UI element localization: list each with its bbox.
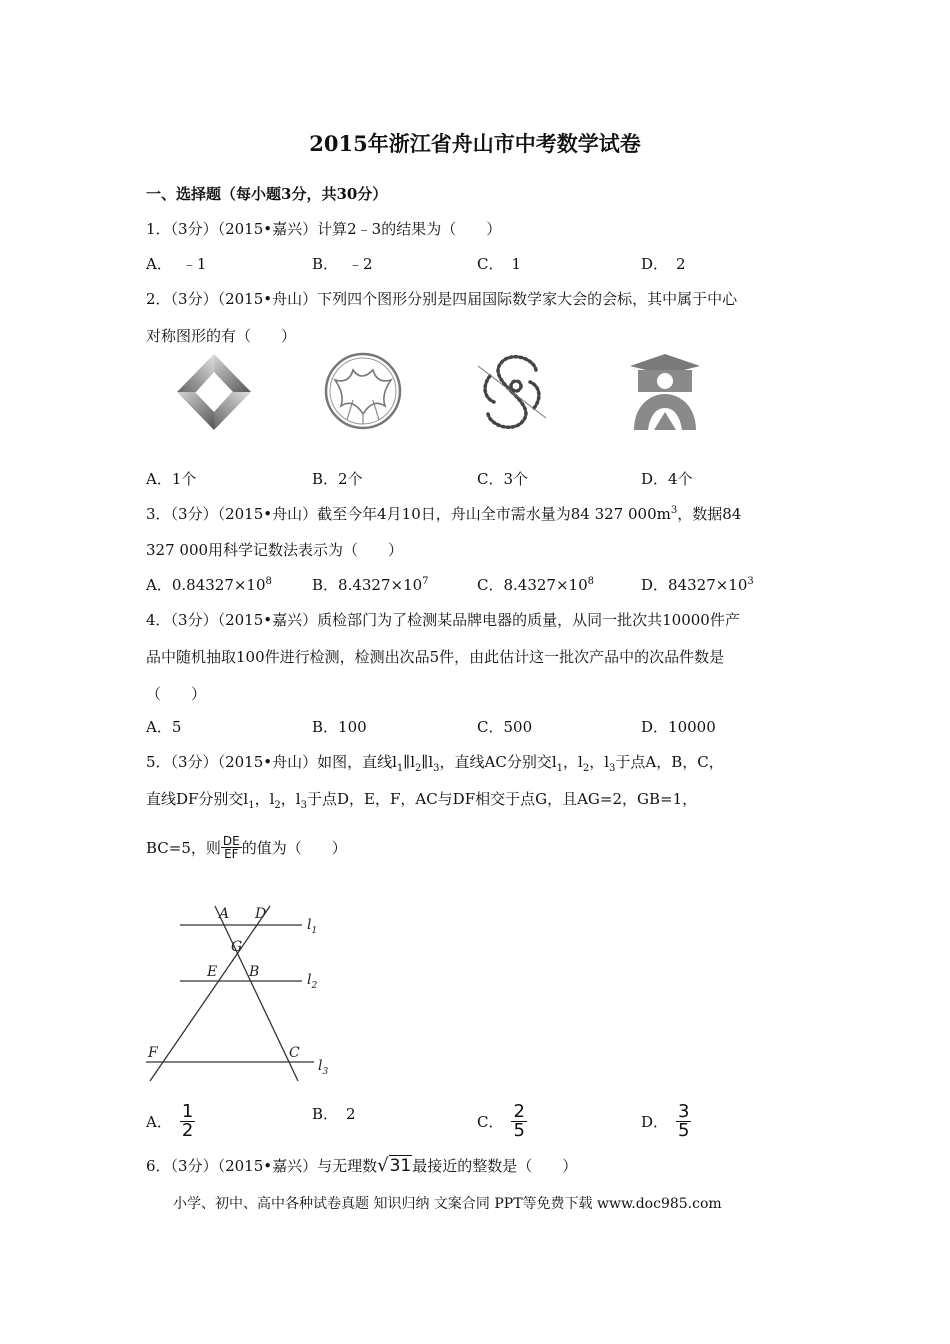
question-5-stem-line1: 5．（3分）（2015•舟山）如图，直线$l_1\parallel l_2\parallel l_3$，直线AC分别交$l_1$，$l_2$，$l_3$于点A，B，C， [146, 753, 724, 774]
question-5-stem-line3: BC=5，则 $\frac{DE}{EF}$ 的值为（ ） [146, 834, 347, 861]
question-4-option-d: D．10000 [641, 718, 716, 736]
question-5-option-d: D． $\frac{3}{5}$ [641, 1101, 690, 1141]
question-3-option-b: B．$8.4327\times 10^7$ [312, 576, 429, 594]
footer-note: 小学、初中、高中各种试卷真题 知识归纳 文案合同 PPT等免费下载 www.doc985.com [173, 1196, 722, 1212]
question-5-option-a: A． $\frac{1}{2}$ [146, 1101, 194, 1141]
question-3-option-c: C．$8.4327\times 10^8$ [477, 576, 594, 594]
question-3-stem-line2: 327 000用科学记数法表示为（ ） [146, 541, 404, 559]
figure-label-l2: $l_2$ [307, 972, 318, 991]
question-4-stem-line3: （ ） [146, 685, 207, 703]
question-1-option-d: D． 2 [641, 255, 686, 273]
question-5-option-b: B． 2 [312, 1105, 356, 1123]
question-4-option-a: A．5 [146, 718, 182, 736]
question-4-option-c: C．500 [477, 718, 533, 736]
figure-label-a: A [219, 906, 230, 922]
question-1-option-a: A． ﹣1 [146, 255, 207, 273]
question-3-stem-line1: 3．（3分）（2015•舟山）截至今年4月10日，舟山全市需水量为84 327 $000m^3$，数据84 [146, 505, 742, 523]
figure-label-d: D [255, 906, 267, 922]
figure-label-l3: $l_3$ [318, 1058, 329, 1077]
square-root-31: √31 [377, 1155, 412, 1176]
question-1-option-c: C． 1 [477, 255, 522, 273]
congress-logo-gate [624, 350, 706, 434]
fraction-de-over-ef: $\frac{DE}{EF}$ [222, 834, 240, 861]
question-4-stem-line1: 4．（3分）（2015•嘉兴）质检部门为了检测某品牌电器的质量，从同一批次共10000件产 [146, 611, 740, 629]
page-title: 2015年浙江省舟山市中考数学试卷 [309, 131, 641, 156]
figure-label-c: C [289, 1045, 300, 1061]
figure-label-g: G [231, 939, 243, 955]
question-3-option-a: A．$0.84327\times 10^8$ [146, 576, 272, 594]
question-1-option-b: B． ﹣2 [312, 255, 373, 273]
figure-label-l1: $l_1$ [307, 917, 318, 936]
question-2-stem-line2: 对称图形的有（ ） [146, 327, 297, 345]
question-6-stem: 6．（3分）（2015•嘉兴）与无理数√31最接近的整数是（ ） [146, 1155, 578, 1176]
congress-logo-dotted-spiral [470, 350, 554, 434]
question-3-option-d: D．$84327\times 10^3$ [641, 576, 754, 594]
figure-label-e: E [207, 964, 218, 980]
figure-label-b: B [249, 964, 260, 980]
question-2-option-a: A．1个 [146, 470, 197, 488]
question-2-option-b: B．2个 [312, 470, 363, 488]
question-5-option-c: C． $\frac{2}{5}$ [477, 1101, 525, 1141]
question-1-stem: 1．（3分）（2015•嘉兴）计算2﹣3的结果为（ ） [146, 220, 502, 238]
question-4-option-b: B．100 [312, 718, 367, 736]
question-2-option-d: D．4个 [641, 470, 693, 488]
question-2-option-c: C．3个 [477, 470, 529, 488]
question-2-stem-line1: 2．（3分）（2015•舟山）下列四个图形分别是四届国际数学家大会的会标，其中属于中心 [146, 290, 738, 308]
figure-label-f: F [148, 1045, 158, 1061]
question-4-stem-line2: 品中随机抽取100件进行检测，检测出次品5件，由此估计这一批次产品中的次品件数是 [146, 648, 725, 666]
section-heading: 一、选择题（每小题3分，共30分） [146, 185, 388, 203]
parallel-lines-figure [140, 898, 340, 1090]
congress-logo-circle-arcs [323, 350, 403, 432]
congress-logo-pinwheel [175, 352, 253, 432]
question-5-stem-line2: 直线DF分别交$l_1$，$l_2$，$l_3$于点D，E，F，AC与DF相交于点G，且AG=2，GB=1， [146, 790, 698, 811]
